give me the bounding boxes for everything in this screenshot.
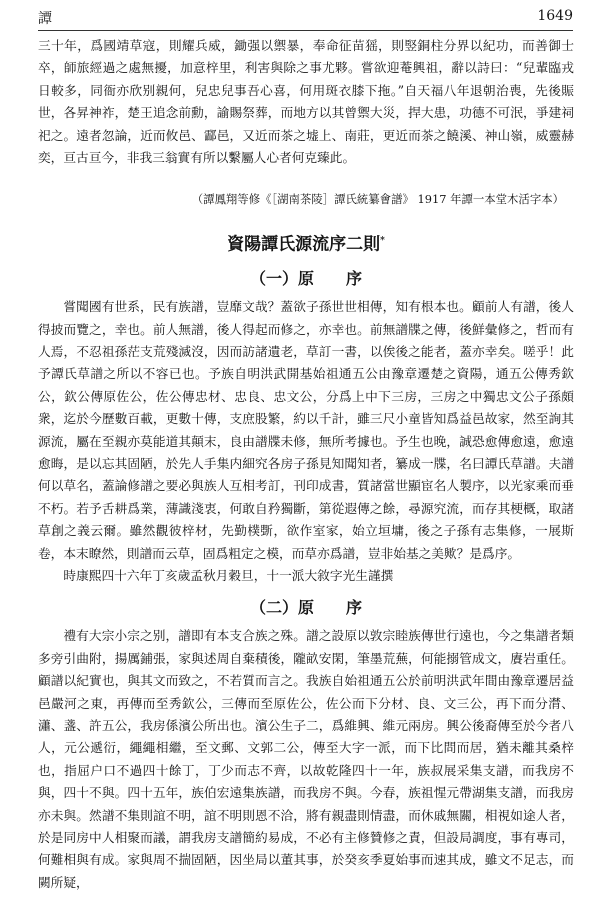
header-rule [38,30,573,31]
intro-paragraph: 三十年，爲國靖草寇，則耀兵威，鋤强以禦暴，奉命征苗猺，則竪銅柱分界以紀功，而善御士卒，師旅經過之處無擾，加意梓里，利害與除之事尤夥。嘗欲迎菴興祖，辭以詩曰：“兒輩臨戎日較多，同衙亦欣别親何，兒忠兒事吾心喜，何用斑衣膝下拖。”自天福八年退朝治喪，先後賑世，各昇神祚，楚王追念前勳，諭賜祭葬，而地方以其曾禦大災，捍大患，功德不可泯，爭建祠祀之。遠者忽論，近而攸邑、酃邑，又近而茶之墟上、南莊，更近而茶之饒溪、神山嶺，威靈赫奕，亘古亘今，非我三翁實有所以繫屬人心者何克臻此。 [38,38,574,166]
page-body [38,35,574,894]
footnote-marker: * [380,236,385,247]
running-header [38,6,573,28]
section-2-paragraph: 禮有大宗小宗之别，譜即有本支合族之殊。譜之設原以敦宗睦族傳世行遠也，今之集譜者類多旁引曲附，揚厲鋪張，家與述周自棄積後，隴畝安閑，筆墨荒蕪，何能搦管成文，賡岩重任。顧譜以紀實也，與其文而致之，不若質而言之。我族自始祖通五公於前明洪武年間由豫章遷居益邑嚴河之東，再傳而至秀欽公，三傳而至原佐公，佐公而下分材、良、文三公，再下而分潸、瀟、盞、許五公，我房係濱公所出也。濱公生子二，爲維興、維元兩房。興公後裔傳至於今者八人，元公遞衍，繩繩相繼，至文郵、文郭二公，傳至大字一派，而下比問而居，猶未離其桑梓也，指屈户口不過四十餘丁，丁少而志不齊，以故乾隆四十一年，族叔展采集支譜，而我房不與，四十不與。四十五年，族伯宏遠集族譜，而我房不與。今春，族祖惺元帶湖集支譜，而我房亦未與。然譜不集則誼不明，誼不明則恩不洽，將有親盡則情盡，而休戚無關，相視如途人者，於是同房中人相聚而議，謂我房支譜簡約易成，不必有主修贊修之責，但設局調度，事有專司，何難相與有成。家與周不揣固陋，因坐局以董其事，於癸亥季夏始事而速其成，雖文不足志，而闕所疑， [38,628,574,890]
section-1-signature: 時康熙四十六年丁亥歲孟秋月穀旦，十一派大敘字光生謹撰 [63,567,394,583]
document-title-text: 資陽譚氏源流序二則 [227,235,381,256]
section-1-title: （一）原 序 [249,269,362,289]
header-title: 譚 [38,11,52,27]
section-2-title: （二）原 序 [249,598,362,618]
document-title [38,228,574,258]
page-number: 1649 [537,8,573,24]
source-citation: （譚鳳翔等修《［湖南茶陵］譚氏統纂會譜》 1917 年譚一本堂木活字本） [191,192,564,207]
section-1-paragraph: 嘗聞國有世系，民有族譜，豈靡文哉？蓋欲子孫世世相傳，知有根本也。顧前人有譜，後人得披而覽之，幸也。前人無譜，後人得起而修之，亦幸也。前無譜牒之傳，後鮮彙修之，哲而有人焉，不忍祖孫茫支荒殘滅沒，因而訪諸遺老，草訂一書，以俟後之能者，蓋亦幸矣。嗟乎！此予譚氏草譜之所以不容已也。予族自明洪武開基始祖通五公由豫章遷楚之資陽，通五公傳秀欽公，欽公傳原佐公，佐公傳忠材、忠良、忠文公，分爲上中下三房，三房之中獨忠文公子孫頗衆，迄於今歷數百載，更數十傳，支庶股繁，約以千計，雖三尺小童皆知爲益邑故家，然至詢其源流，屬在至親亦莫能道其顛末，良由譜牒未修，無所考據也。予生也晚，誠恐愈傳愈遠，愈遠愈晦，是以忘其固陋，於先人手集内細究各房子孫見知聞知者，纂成一牒，名曰譚氏草譜。夫譜何以草名，蓋論修譜之要必與族人互相考訂，刊印成書，質諸當世顯宦名人製序，以光家乘而垂不朽。若予舌耕爲業，薄識淺衷，何敢自矜獨斷，第從遐傳之餘，尋源究流，而存其梗概，取諸草創之義云爾。雖然觀彼梓材，先勤樸斲，欲作室家，始立垣墉，後之子孫有志集修，一展斯卷，本末瞭然，則譜而云草，固爲粗定之模，而草亦爲譜，豈非始基之美歟？是爲序。 [38,299,574,561]
